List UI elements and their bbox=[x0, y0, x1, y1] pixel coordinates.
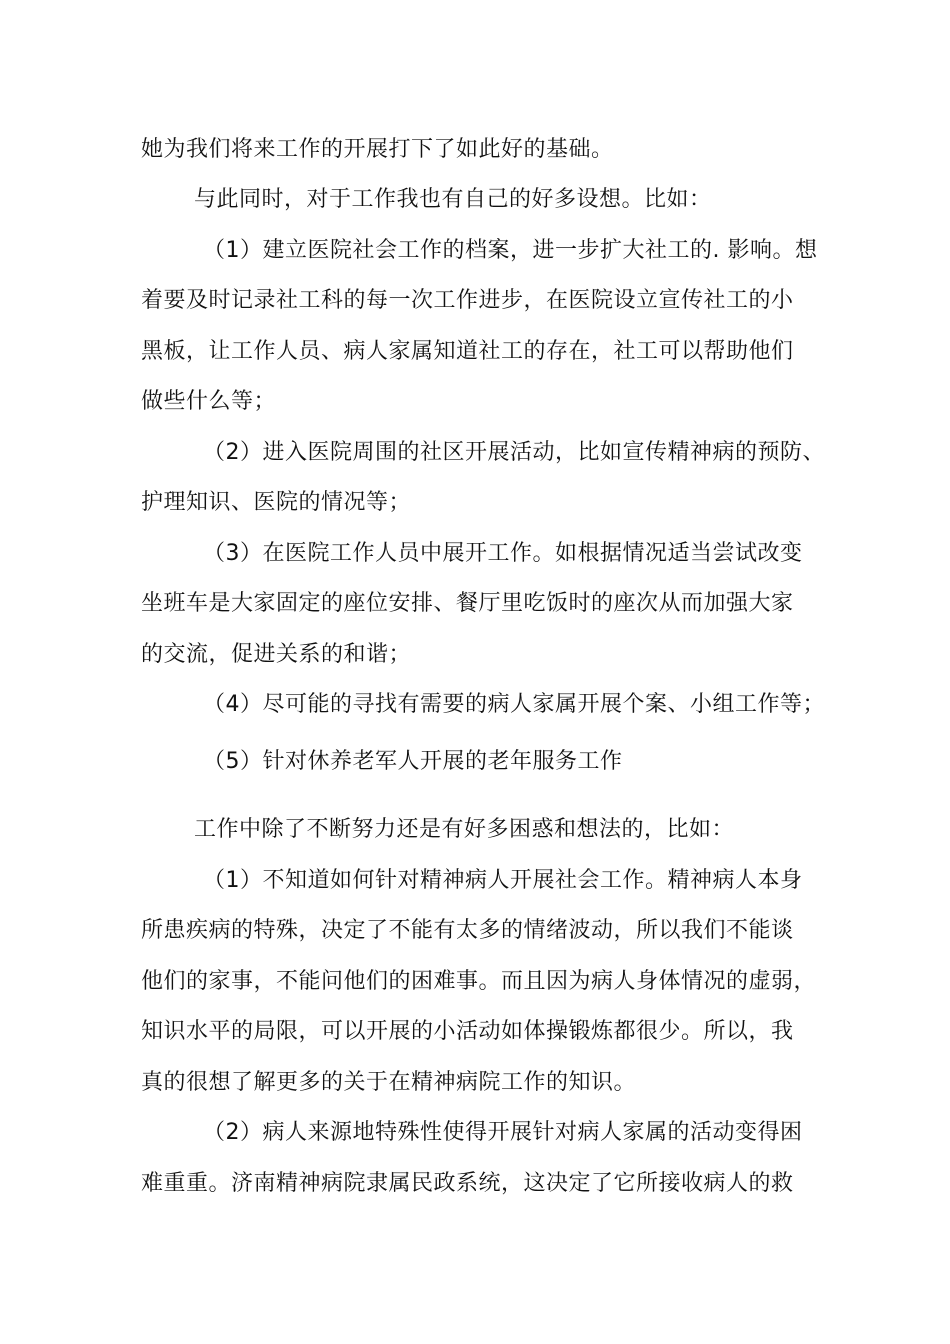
list-item-line: （3）在医院工作人员中展开工作。如根据情况适当尝试改变 bbox=[203, 541, 803, 566]
paragraph-line: 与此同时，对于工作我也有自己的好多设想。比如： bbox=[194, 187, 712, 212]
paragraph-line: 真的很想了解更多的关于在精神病院工作的知识。 bbox=[141, 1070, 637, 1095]
list-item-line: （1）不知道如何针对精神病人开展社会工作。精神病人本身 bbox=[203, 868, 803, 893]
paragraph-line: 她为我们将来工作的开展打下了如此好的基础。 bbox=[141, 137, 614, 162]
paragraph-line: 的交流，促进关系的和谐； bbox=[141, 642, 412, 667]
list-item-line: （5）针对休养老军人开展的老年服务工作 bbox=[203, 749, 623, 774]
list-item-line: （2）进入医院周围的社区开展活动，比如宣传精神病的预防、 bbox=[203, 440, 825, 465]
list-item-line: （1）建立医院社会工作的档案，进一步扩大社工的. 影响。想 bbox=[203, 238, 818, 263]
paragraph-line: 坐班车是大家固定的座位安排、餐厅里吃饭时的座次从而加强大家 bbox=[141, 591, 794, 616]
paragraph-line: 知识水平的局限，可以开展的小活动如体操锻炼都很少。所以，我 bbox=[141, 1019, 794, 1044]
paragraph-line: 着要及时记录社工科的每一次工作进步，在医院设立宣传社工的小 bbox=[141, 288, 794, 313]
paragraph-line: 工作中除了不断努力还是有好多困惑和想法的，比如： bbox=[194, 817, 735, 842]
paragraph-line: 护理知识、医院的情况等； bbox=[141, 490, 412, 515]
list-item-line: （4）尽可能的寻找有需要的病人家属开展个案、小组工作等； bbox=[203, 692, 825, 717]
list-item-line: （2）病人来源地特殊性使得开展针对病人家属的活动变得困 bbox=[203, 1120, 803, 1145]
paragraph-line: 做些什么等； bbox=[141, 389, 277, 414]
paragraph-line: 所患疾病的特殊，决定了不能有太多的情绪波动，所以我们不能谈 bbox=[141, 918, 794, 943]
paragraph-line: 黑板，让工作人员、病人家属知道社工的存在，社工可以帮助他们 bbox=[141, 339, 794, 364]
paragraph-line: 难重重。济南精神病院隶属民政系统，这决定了它所接收病人的救 bbox=[141, 1171, 794, 1196]
paragraph-line: 他们的家事，不能问他们的困难事。而且因为病人身体情况的虚弱， bbox=[141, 969, 817, 994]
